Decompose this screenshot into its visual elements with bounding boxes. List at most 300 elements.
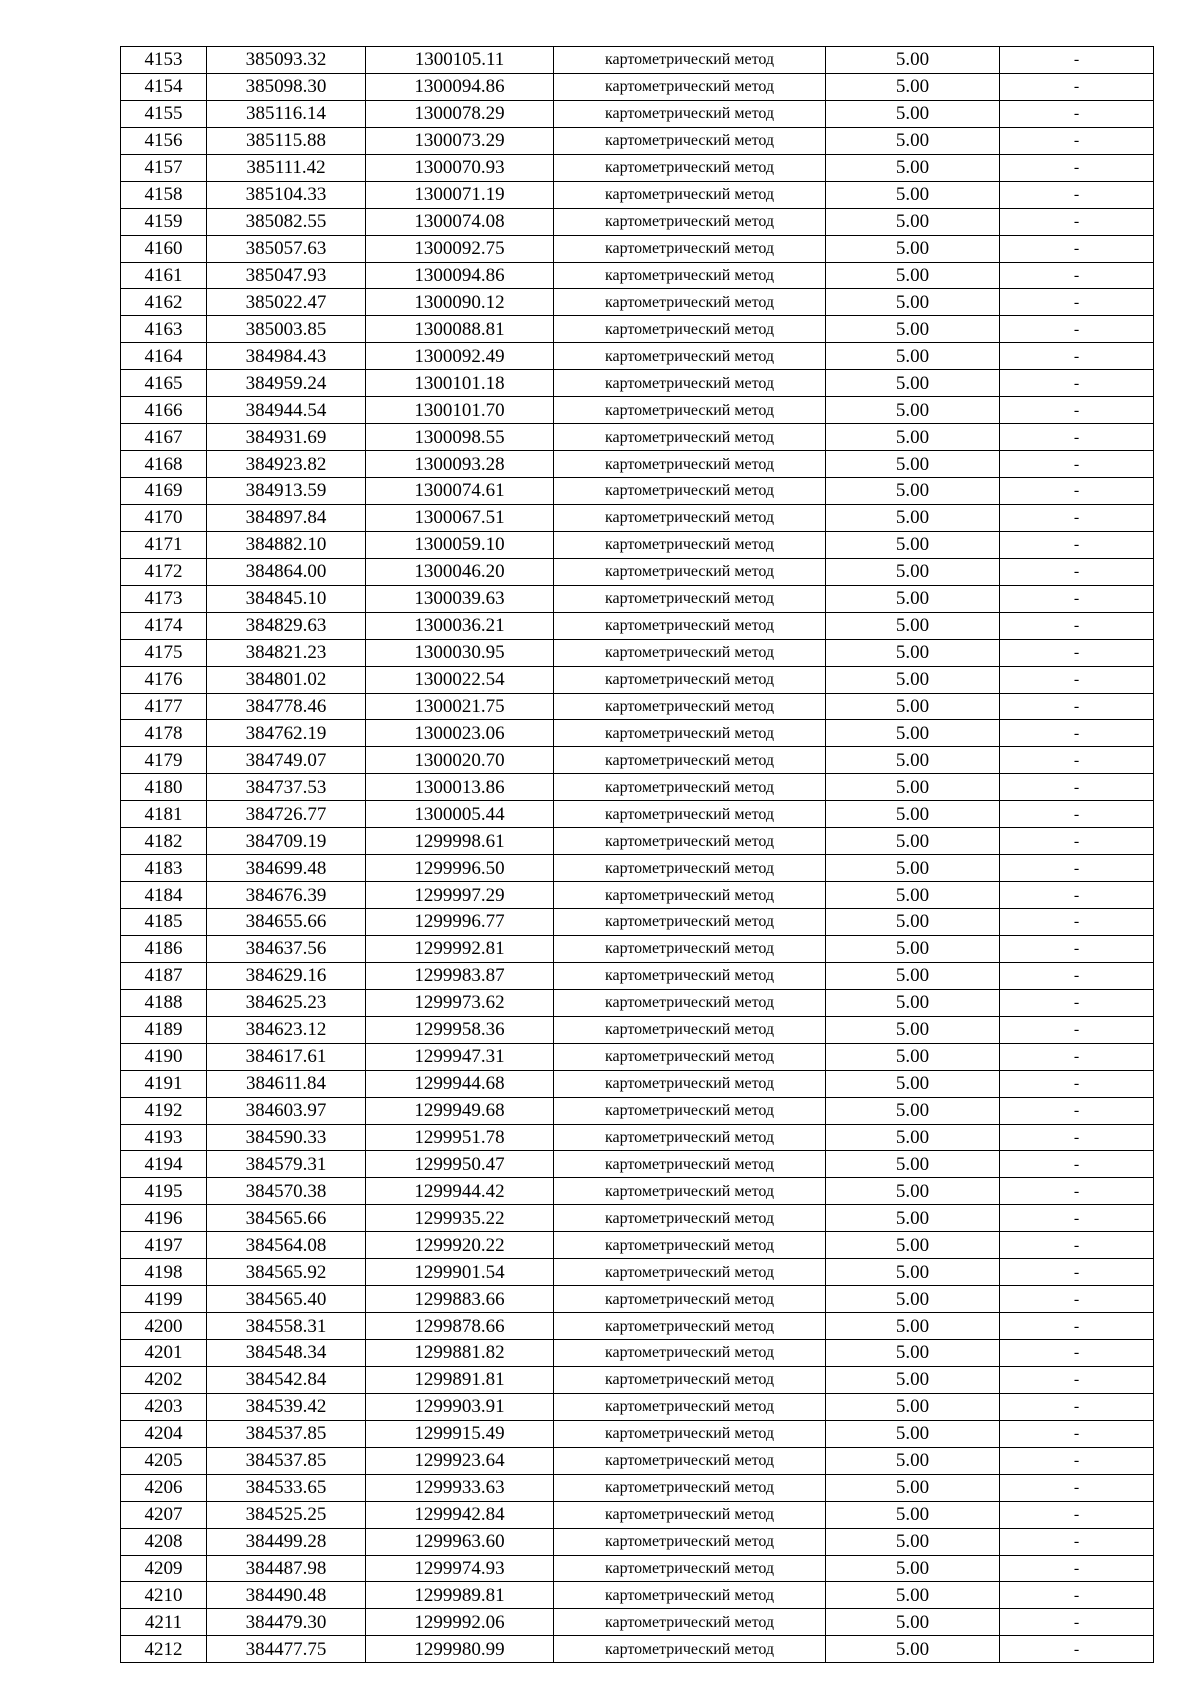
method-cell: картометрический метод bbox=[554, 855, 826, 882]
x-coordinate-cell: 385111.42 bbox=[207, 154, 366, 181]
method-cell: картометрический метод bbox=[554, 989, 826, 1016]
point-number-cell: 4182 bbox=[121, 828, 207, 855]
point-number-cell: 4160 bbox=[121, 235, 207, 262]
x-coordinate-cell: 384565.66 bbox=[207, 1205, 366, 1232]
table-row bbox=[121, 1447, 1154, 1474]
method-cell: картометрический метод bbox=[554, 73, 826, 100]
table-row bbox=[121, 1178, 1154, 1205]
y-coordinate-cell: 1300013.86 bbox=[366, 774, 554, 801]
point-number-cell: 4181 bbox=[121, 801, 207, 828]
point-number-cell: 4176 bbox=[121, 666, 207, 693]
x-coordinate-cell: 385116.14 bbox=[207, 100, 366, 127]
accuracy-cell: 5.00 bbox=[826, 1070, 1000, 1097]
y-coordinate-cell: 1300046.20 bbox=[366, 558, 554, 585]
note-cell: - bbox=[1000, 1636, 1154, 1663]
y-coordinate-cell: 1300020.70 bbox=[366, 747, 554, 774]
accuracy-cell: 5.00 bbox=[826, 504, 1000, 531]
table-row bbox=[121, 585, 1154, 612]
point-number-cell: 4197 bbox=[121, 1232, 207, 1259]
table-row bbox=[121, 73, 1154, 100]
note-cell: - bbox=[1000, 1447, 1154, 1474]
x-coordinate-cell: 384778.46 bbox=[207, 693, 366, 720]
method-cell: картометрический метод bbox=[554, 397, 826, 424]
note-cell: - bbox=[1000, 1151, 1154, 1178]
x-coordinate-cell: 385098.30 bbox=[207, 73, 366, 100]
x-coordinate-cell: 384570.38 bbox=[207, 1178, 366, 1205]
point-number-cell: 4175 bbox=[121, 639, 207, 666]
table-row bbox=[121, 181, 1154, 208]
x-coordinate-cell: 384655.66 bbox=[207, 909, 366, 936]
y-coordinate-cell: 1299935.22 bbox=[366, 1205, 554, 1232]
point-number-cell: 4188 bbox=[121, 989, 207, 1016]
table-row bbox=[121, 747, 1154, 774]
x-coordinate-cell: 384542.84 bbox=[207, 1366, 366, 1393]
x-coordinate-cell: 384913.59 bbox=[207, 478, 366, 505]
table-row bbox=[121, 1313, 1154, 1340]
note-cell: - bbox=[1000, 909, 1154, 936]
x-coordinate-cell: 384709.19 bbox=[207, 828, 366, 855]
note-cell: - bbox=[1000, 855, 1154, 882]
x-coordinate-cell: 384558.31 bbox=[207, 1313, 366, 1340]
accuracy-cell: 5.00 bbox=[826, 558, 1000, 585]
note-cell: - bbox=[1000, 424, 1154, 451]
note-cell: - bbox=[1000, 1501, 1154, 1528]
point-number-cell: 4193 bbox=[121, 1124, 207, 1151]
accuracy-cell: 5.00 bbox=[826, 666, 1000, 693]
note-cell: - bbox=[1000, 639, 1154, 666]
y-coordinate-cell: 1299881.82 bbox=[366, 1340, 554, 1367]
x-coordinate-cell: 384487.98 bbox=[207, 1555, 366, 1582]
note-cell: - bbox=[1000, 1043, 1154, 1070]
note-cell: - bbox=[1000, 1286, 1154, 1313]
table-row bbox=[121, 1340, 1154, 1367]
x-coordinate-cell: 384762.19 bbox=[207, 720, 366, 747]
point-number-cell: 4164 bbox=[121, 343, 207, 370]
table-row bbox=[121, 397, 1154, 424]
accuracy-cell: 5.00 bbox=[826, 1313, 1000, 1340]
accuracy-cell: 5.00 bbox=[826, 397, 1000, 424]
method-cell: картометрический метод bbox=[554, 100, 826, 127]
accuracy-cell: 5.00 bbox=[826, 154, 1000, 181]
x-coordinate-cell: 384629.16 bbox=[207, 962, 366, 989]
note-cell: - bbox=[1000, 720, 1154, 747]
x-coordinate-cell: 384864.00 bbox=[207, 558, 366, 585]
method-cell: картометрический метод bbox=[554, 504, 826, 531]
method-cell: картометрический метод bbox=[554, 1205, 826, 1232]
method-cell: картометрический метод bbox=[554, 154, 826, 181]
method-cell: картометрический метод bbox=[554, 1636, 826, 1663]
point-number-cell: 4206 bbox=[121, 1474, 207, 1501]
note-cell: - bbox=[1000, 154, 1154, 181]
point-number-cell: 4162 bbox=[121, 289, 207, 316]
y-coordinate-cell: 1300092.49 bbox=[366, 343, 554, 370]
y-coordinate-cell: 1300094.86 bbox=[366, 262, 554, 289]
method-cell: картометрический метод bbox=[554, 289, 826, 316]
point-number-cell: 4210 bbox=[121, 1582, 207, 1609]
point-number-cell: 4196 bbox=[121, 1205, 207, 1232]
point-number-cell: 4179 bbox=[121, 747, 207, 774]
accuracy-cell: 5.00 bbox=[826, 127, 1000, 154]
note-cell: - bbox=[1000, 1205, 1154, 1232]
point-number-cell: 4154 bbox=[121, 73, 207, 100]
accuracy-cell: 5.00 bbox=[826, 47, 1000, 74]
table-row bbox=[121, 612, 1154, 639]
accuracy-cell: 5.00 bbox=[826, 909, 1000, 936]
y-coordinate-cell: 1299958.36 bbox=[366, 1016, 554, 1043]
y-coordinate-cell: 1300094.86 bbox=[366, 73, 554, 100]
note-cell: - bbox=[1000, 531, 1154, 558]
point-number-cell: 4211 bbox=[121, 1609, 207, 1636]
accuracy-cell: 5.00 bbox=[826, 962, 1000, 989]
accuracy-cell: 5.00 bbox=[826, 855, 1000, 882]
point-number-cell: 4165 bbox=[121, 370, 207, 397]
table-row bbox=[121, 343, 1154, 370]
table-row bbox=[121, 1366, 1154, 1393]
x-coordinate-cell: 384525.25 bbox=[207, 1501, 366, 1528]
y-coordinate-cell: 1300073.29 bbox=[366, 127, 554, 154]
x-coordinate-cell: 384726.77 bbox=[207, 801, 366, 828]
method-cell: картометрический метод bbox=[554, 531, 826, 558]
accuracy-cell: 5.00 bbox=[826, 100, 1000, 127]
x-coordinate-cell: 385093.32 bbox=[207, 47, 366, 74]
note-cell: - bbox=[1000, 1420, 1154, 1447]
note-cell: - bbox=[1000, 989, 1154, 1016]
table-row bbox=[121, 478, 1154, 505]
y-coordinate-cell: 1299997.29 bbox=[366, 882, 554, 909]
accuracy-cell: 5.00 bbox=[826, 235, 1000, 262]
y-coordinate-cell: 1299947.31 bbox=[366, 1043, 554, 1070]
method-cell: картометрический метод bbox=[554, 181, 826, 208]
y-coordinate-cell: 1300092.75 bbox=[366, 235, 554, 262]
table-row bbox=[121, 262, 1154, 289]
point-number-cell: 4204 bbox=[121, 1420, 207, 1447]
note-cell: - bbox=[1000, 1474, 1154, 1501]
y-coordinate-cell: 1300023.06 bbox=[366, 720, 554, 747]
method-cell: картометрический метод bbox=[554, 1070, 826, 1097]
x-coordinate-cell: 384565.40 bbox=[207, 1286, 366, 1313]
method-cell: картометрический метод bbox=[554, 478, 826, 505]
method-cell: картометрический метод bbox=[554, 909, 826, 936]
accuracy-cell: 5.00 bbox=[826, 1447, 1000, 1474]
point-number-cell: 4167 bbox=[121, 424, 207, 451]
table-row bbox=[121, 154, 1154, 181]
note-cell: - bbox=[1000, 1366, 1154, 1393]
point-number-cell: 4158 bbox=[121, 181, 207, 208]
note-cell: - bbox=[1000, 478, 1154, 505]
y-coordinate-cell: 1299951.78 bbox=[366, 1124, 554, 1151]
y-coordinate-cell: 1299973.62 bbox=[366, 989, 554, 1016]
table-row bbox=[121, 666, 1154, 693]
accuracy-cell: 5.00 bbox=[826, 1205, 1000, 1232]
method-cell: картометрический метод bbox=[554, 1124, 826, 1151]
table-row bbox=[121, 1609, 1154, 1636]
accuracy-cell: 5.00 bbox=[826, 451, 1000, 478]
x-coordinate-cell: 384637.56 bbox=[207, 935, 366, 962]
y-coordinate-cell: 1300071.19 bbox=[366, 181, 554, 208]
y-coordinate-cell: 1299998.61 bbox=[366, 828, 554, 855]
x-coordinate-cell: 384829.63 bbox=[207, 612, 366, 639]
point-number-cell: 4208 bbox=[121, 1528, 207, 1555]
table-row bbox=[121, 558, 1154, 585]
y-coordinate-cell: 1299983.87 bbox=[366, 962, 554, 989]
y-coordinate-cell: 1300036.21 bbox=[366, 612, 554, 639]
point-number-cell: 4173 bbox=[121, 585, 207, 612]
y-coordinate-cell: 1300101.18 bbox=[366, 370, 554, 397]
table-row bbox=[121, 1097, 1154, 1124]
accuracy-cell: 5.00 bbox=[826, 1609, 1000, 1636]
table-row bbox=[121, 1070, 1154, 1097]
point-number-cell: 4184 bbox=[121, 882, 207, 909]
accuracy-cell: 5.00 bbox=[826, 1043, 1000, 1070]
point-number-cell: 4202 bbox=[121, 1366, 207, 1393]
method-cell: картометрический метод bbox=[554, 316, 826, 343]
table-row bbox=[121, 531, 1154, 558]
x-coordinate-cell: 384801.02 bbox=[207, 666, 366, 693]
y-coordinate-cell: 1300067.51 bbox=[366, 504, 554, 531]
y-coordinate-cell: 1299992.81 bbox=[366, 935, 554, 962]
table-row bbox=[121, 424, 1154, 451]
note-cell: - bbox=[1000, 208, 1154, 235]
point-number-cell: 4157 bbox=[121, 154, 207, 181]
note-cell: - bbox=[1000, 181, 1154, 208]
table-row bbox=[121, 828, 1154, 855]
y-coordinate-cell: 1299878.66 bbox=[366, 1313, 554, 1340]
accuracy-cell: 5.00 bbox=[826, 882, 1000, 909]
accuracy-cell: 5.00 bbox=[826, 73, 1000, 100]
table-row bbox=[121, 1124, 1154, 1151]
y-coordinate-cell: 1299933.63 bbox=[366, 1474, 554, 1501]
accuracy-cell: 5.00 bbox=[826, 1501, 1000, 1528]
accuracy-cell: 5.00 bbox=[826, 1340, 1000, 1367]
accuracy-cell: 5.00 bbox=[826, 316, 1000, 343]
y-coordinate-cell: 1300098.55 bbox=[366, 424, 554, 451]
method-cell: картометрический метод bbox=[554, 424, 826, 451]
note-cell: - bbox=[1000, 100, 1154, 127]
method-cell: картометрический метод bbox=[554, 935, 826, 962]
method-cell: картометрический метод bbox=[554, 828, 826, 855]
x-coordinate-cell: 384923.82 bbox=[207, 451, 366, 478]
x-coordinate-cell: 385047.93 bbox=[207, 262, 366, 289]
accuracy-cell: 5.00 bbox=[826, 828, 1000, 855]
note-cell: - bbox=[1000, 1178, 1154, 1205]
x-coordinate-cell: 384479.30 bbox=[207, 1609, 366, 1636]
point-number-cell: 4168 bbox=[121, 451, 207, 478]
x-coordinate-cell: 384617.61 bbox=[207, 1043, 366, 1070]
method-cell: картометрический метод bbox=[554, 370, 826, 397]
method-cell: картометрический метод bbox=[554, 127, 826, 154]
accuracy-cell: 5.00 bbox=[826, 1420, 1000, 1447]
table-row bbox=[121, 47, 1154, 74]
x-coordinate-cell: 385057.63 bbox=[207, 235, 366, 262]
method-cell: картометрический метод bbox=[554, 747, 826, 774]
coordinates-table-body bbox=[121, 47, 1154, 1663]
point-number-cell: 4159 bbox=[121, 208, 207, 235]
table-row bbox=[121, 289, 1154, 316]
table-row bbox=[121, 1259, 1154, 1286]
accuracy-cell: 5.00 bbox=[826, 343, 1000, 370]
x-coordinate-cell: 384565.92 bbox=[207, 1259, 366, 1286]
accuracy-cell: 5.00 bbox=[826, 1232, 1000, 1259]
note-cell: - bbox=[1000, 1393, 1154, 1420]
x-coordinate-cell: 384821.23 bbox=[207, 639, 366, 666]
method-cell: картометрический метод bbox=[554, 1555, 826, 1582]
table-row bbox=[121, 1636, 1154, 1663]
note-cell: - bbox=[1000, 397, 1154, 424]
y-coordinate-cell: 1299915.49 bbox=[366, 1420, 554, 1447]
point-number-cell: 4209 bbox=[121, 1555, 207, 1582]
point-number-cell: 4180 bbox=[121, 774, 207, 801]
point-number-cell: 4163 bbox=[121, 316, 207, 343]
note-cell: - bbox=[1000, 801, 1154, 828]
accuracy-cell: 5.00 bbox=[826, 1474, 1000, 1501]
note-cell: - bbox=[1000, 585, 1154, 612]
table-row bbox=[121, 1501, 1154, 1528]
point-number-cell: 4189 bbox=[121, 1016, 207, 1043]
accuracy-cell: 5.00 bbox=[826, 1016, 1000, 1043]
method-cell: картометрический метод bbox=[554, 720, 826, 747]
y-coordinate-cell: 1300039.63 bbox=[366, 585, 554, 612]
table-row bbox=[121, 208, 1154, 235]
method-cell: картометрический метод bbox=[554, 47, 826, 74]
method-cell: картометрический метод bbox=[554, 1178, 826, 1205]
accuracy-cell: 5.00 bbox=[826, 989, 1000, 1016]
accuracy-cell: 5.00 bbox=[826, 1259, 1000, 1286]
x-coordinate-cell: 384749.07 bbox=[207, 747, 366, 774]
y-coordinate-cell: 1300090.12 bbox=[366, 289, 554, 316]
table-row bbox=[121, 882, 1154, 909]
y-coordinate-cell: 1300059.10 bbox=[366, 531, 554, 558]
accuracy-cell: 5.00 bbox=[826, 720, 1000, 747]
x-coordinate-cell: 384564.08 bbox=[207, 1232, 366, 1259]
table-row bbox=[121, 1420, 1154, 1447]
table-row bbox=[121, 720, 1154, 747]
method-cell: картометрический метод bbox=[554, 1393, 826, 1420]
point-number-cell: 4161 bbox=[121, 262, 207, 289]
y-coordinate-cell: 1300093.28 bbox=[366, 451, 554, 478]
note-cell: - bbox=[1000, 1124, 1154, 1151]
accuracy-cell: 5.00 bbox=[826, 531, 1000, 558]
point-number-cell: 4171 bbox=[121, 531, 207, 558]
table-row bbox=[121, 989, 1154, 1016]
y-coordinate-cell: 1299950.47 bbox=[366, 1151, 554, 1178]
note-cell: - bbox=[1000, 289, 1154, 316]
method-cell: картометрический метод bbox=[554, 1501, 826, 1528]
note-cell: - bbox=[1000, 1582, 1154, 1609]
accuracy-cell: 5.00 bbox=[826, 612, 1000, 639]
note-cell: - bbox=[1000, 451, 1154, 478]
point-number-cell: 4186 bbox=[121, 935, 207, 962]
table-row bbox=[121, 1286, 1154, 1313]
point-number-cell: 4185 bbox=[121, 909, 207, 936]
x-coordinate-cell: 384984.43 bbox=[207, 343, 366, 370]
y-coordinate-cell: 1299891.81 bbox=[366, 1366, 554, 1393]
x-coordinate-cell: 384897.84 bbox=[207, 504, 366, 531]
y-coordinate-cell: 1300021.75 bbox=[366, 693, 554, 720]
method-cell: картометрический метод bbox=[554, 262, 826, 289]
method-cell: картометрический метод bbox=[554, 1582, 826, 1609]
table-row bbox=[121, 1555, 1154, 1582]
accuracy-cell: 5.00 bbox=[826, 585, 1000, 612]
x-coordinate-cell: 384845.10 bbox=[207, 585, 366, 612]
method-cell: картометрический метод bbox=[554, 882, 826, 909]
x-coordinate-cell: 384533.65 bbox=[207, 1474, 366, 1501]
method-cell: картометрический метод bbox=[554, 343, 826, 370]
x-coordinate-cell: 384882.10 bbox=[207, 531, 366, 558]
x-coordinate-cell: 384603.97 bbox=[207, 1097, 366, 1124]
point-number-cell: 4156 bbox=[121, 127, 207, 154]
point-number-cell: 4172 bbox=[121, 558, 207, 585]
x-coordinate-cell: 384499.28 bbox=[207, 1528, 366, 1555]
table-row bbox=[121, 774, 1154, 801]
table-row bbox=[121, 127, 1154, 154]
y-coordinate-cell: 1299949.68 bbox=[366, 1097, 554, 1124]
point-number-cell: 4177 bbox=[121, 693, 207, 720]
method-cell: картометрический метод bbox=[554, 1447, 826, 1474]
y-coordinate-cell: 1299996.50 bbox=[366, 855, 554, 882]
x-coordinate-cell: 384490.48 bbox=[207, 1582, 366, 1609]
coordinates-table bbox=[120, 46, 1154, 1663]
accuracy-cell: 5.00 bbox=[826, 370, 1000, 397]
method-cell: картометрический метод bbox=[554, 1259, 826, 1286]
x-coordinate-cell: 385003.85 bbox=[207, 316, 366, 343]
y-coordinate-cell: 1299901.54 bbox=[366, 1259, 554, 1286]
x-coordinate-cell: 384676.39 bbox=[207, 882, 366, 909]
accuracy-cell: 5.00 bbox=[826, 1366, 1000, 1393]
method-cell: картометрический метод bbox=[554, 1286, 826, 1313]
table-row bbox=[121, 504, 1154, 531]
x-coordinate-cell: 384548.34 bbox=[207, 1340, 366, 1367]
x-coordinate-cell: 384623.12 bbox=[207, 1016, 366, 1043]
table-row bbox=[121, 693, 1154, 720]
point-number-cell: 4178 bbox=[121, 720, 207, 747]
note-cell: - bbox=[1000, 1528, 1154, 1555]
note-cell: - bbox=[1000, 747, 1154, 774]
y-coordinate-cell: 1300070.93 bbox=[366, 154, 554, 181]
method-cell: картометрический метод bbox=[554, 1474, 826, 1501]
method-cell: картометрический метод bbox=[554, 612, 826, 639]
method-cell: картометрический метод bbox=[554, 1016, 826, 1043]
accuracy-cell: 5.00 bbox=[826, 935, 1000, 962]
accuracy-cell: 5.00 bbox=[826, 1528, 1000, 1555]
table-row bbox=[121, 451, 1154, 478]
note-cell: - bbox=[1000, 1259, 1154, 1286]
table-row bbox=[121, 1528, 1154, 1555]
y-coordinate-cell: 1300074.08 bbox=[366, 208, 554, 235]
point-number-cell: 4207 bbox=[121, 1501, 207, 1528]
note-cell: - bbox=[1000, 1232, 1154, 1259]
x-coordinate-cell: 384477.75 bbox=[207, 1636, 366, 1663]
note-cell: - bbox=[1000, 1313, 1154, 1340]
method-cell: картометрический метод bbox=[554, 1232, 826, 1259]
table-row bbox=[121, 1205, 1154, 1232]
accuracy-cell: 5.00 bbox=[826, 1124, 1000, 1151]
accuracy-cell: 5.00 bbox=[826, 1151, 1000, 1178]
accuracy-cell: 5.00 bbox=[826, 289, 1000, 316]
method-cell: картометрический метод bbox=[554, 1420, 826, 1447]
note-cell: - bbox=[1000, 558, 1154, 585]
note-cell: - bbox=[1000, 127, 1154, 154]
point-number-cell: 4174 bbox=[121, 612, 207, 639]
table-row bbox=[121, 855, 1154, 882]
y-coordinate-cell: 1299992.06 bbox=[366, 1609, 554, 1636]
accuracy-cell: 5.00 bbox=[826, 639, 1000, 666]
table-row bbox=[121, 909, 1154, 936]
method-cell: картометрический метод bbox=[554, 1313, 826, 1340]
y-coordinate-cell: 1299980.99 bbox=[366, 1636, 554, 1663]
note-cell: - bbox=[1000, 828, 1154, 855]
method-cell: картометрический метод bbox=[554, 558, 826, 585]
point-number-cell: 4169 bbox=[121, 478, 207, 505]
